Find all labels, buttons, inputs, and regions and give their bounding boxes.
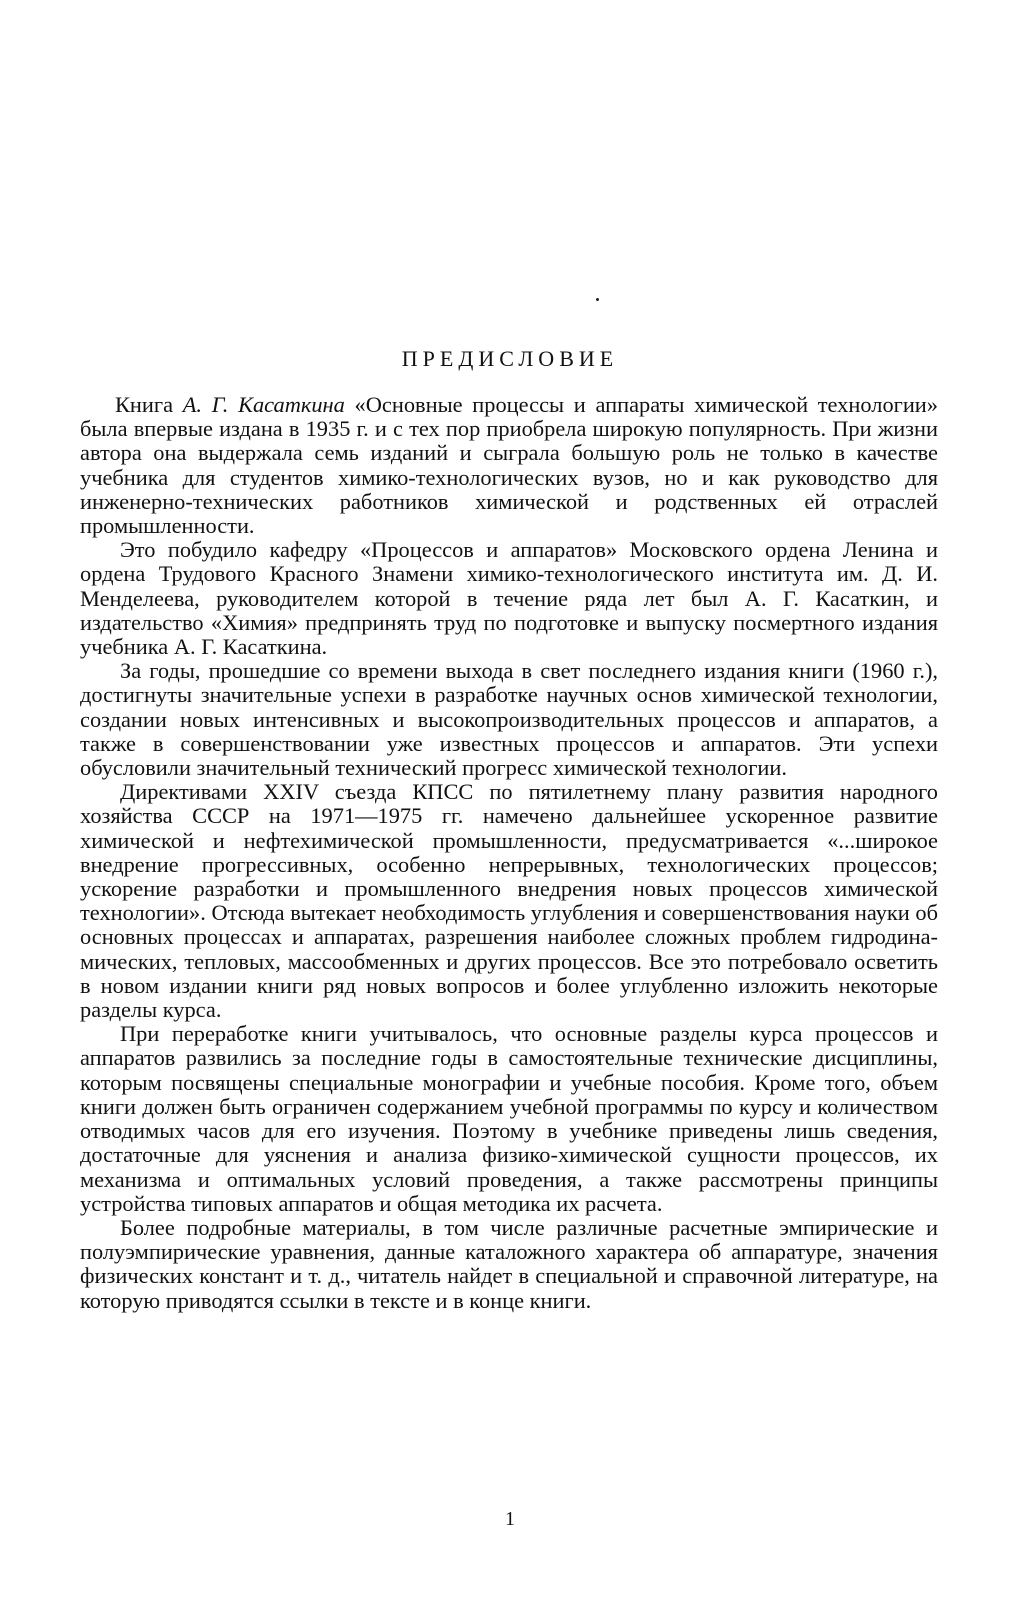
paragraph-3: За годы, прошедшие со времени выхода в свет последнего издания книги (1960 г.), достигнуты значительные успехи в разработке научных основ химической технологии, создании новых интенсивных и высокопроизводительных процессов и аппаратов, а также в совершенствовании уже известных процессов и аппаратов. Эти успехи обусловили значительный технический прогресс химической технологии. [80,658,938,781]
page-number: 1 [505,1508,515,1530]
paragraph-6: Более подробные материалы, в том числе различные расчетные эмпирические и полуэмпирические уравнения, данные каталожного характера об аппаратуре, значения физических констант и т. д., читатель найдет в специальной и справочной литературе, на которую приводятся ссылки в тексте и в конце книги. [80,1214,938,1313]
paragraph-2: Это побудило кафедру «Процессов и аппаратов» Московского ордена Ленина и ордена Трудового Красного Знамени химико-технологического института им. Д. И. Менделеева, руководителем которой в течение ряда лет был А. Г. Касаткин, и издательство «Химия» предпринять труд по подготовке и выпуску посмертного издания учебника А. Г. Касаткина. [80,537,938,660]
page-title: ПРЕДИСЛОВИЕ [401,346,619,371]
paragraph-5: При переработке книги учитывалось, что основные разделы курса процессов и аппаратов развились за последние годы в самостоятельные технические дисциплины, которым посвящены специальные монографии и учебные пособия. Кроме того, объем книги должен быть ограничен содержанием учебной программы по курсу и количеством отводимых часов для его изучения. Поэтому в учебнике приведены лишь сведения, достаточные для уяснения и анализа физико-химической сущности процессов, их механизма и оптимальных условий проведения, а также рассмотрены принципы устройства типовых аппаратов и общая методика их расчета. [80,1021,938,1216]
paragraph-1-rest: «Основные процессы и аппараты химической технологии» была впервые издана в 1935 г. и с тех пор приобрела широкую популярность. При жизни автора она выдержала семь изданий и сыграла большую роль не только в качестве учебника для студентов химико-технологических вузов, но и как руководство для инженерно-технических работников химической и родственных ей отраслей промышленности. [80,392,938,539]
author-name: А. Г. Касаткина [182,392,345,417]
paragraph-4: Директивами XXIV съезда КПСС по пятилетнему плану развития народного хозяйства СССР на 1971—1975 гг. намечено дальнейшее ускоренное развитие химической и нефтехимической промышленности, предусматривается «...широкое внедрение прогрессивных, особенно непрерывных, технологических процессов; ускорение разработки и промышленного внедрения новых процессов химической технологии». Отсюда вытекает необходимость углубления и совершенствования науки об основных процессах и аппаратах, разрешения наиболее сложных проблем гидродинамических, тепловых, массообменных и других процессов. Все это потребовало осветить в новом издании книги ряд новых вопросов и более углубленно изложить некоторые разделы курса. [80,779,938,1023]
scan-speck [596,298,599,301]
preface-body [80,393,938,1313]
paragraph-1 [80,393,938,538]
paragraph-1-start: Книга [115,392,183,417]
